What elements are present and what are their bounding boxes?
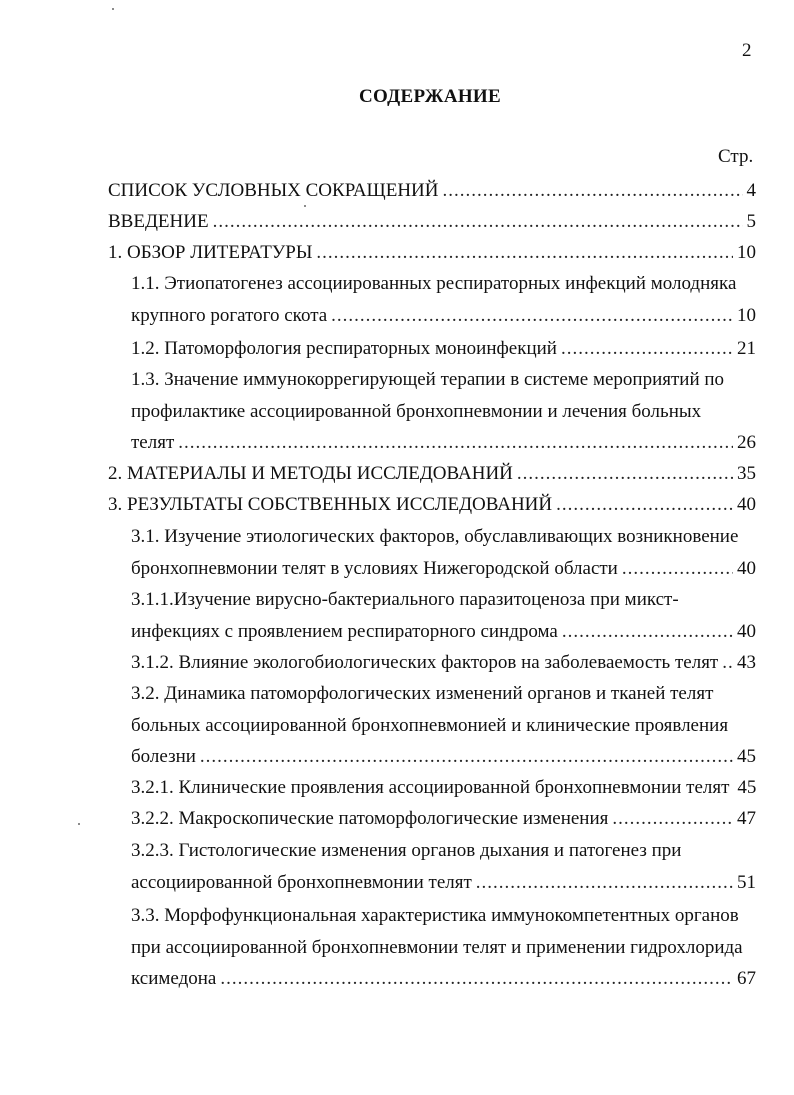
toc-entry-text-line: 3.2.3. Гистологические изменения органов дыхания и патогенез при — [131, 840, 682, 861]
scan-speck — [78, 823, 80, 825]
dot-leader — [612, 809, 733, 828]
toc-page-number: 43 — [737, 652, 756, 673]
toc-entry-title: бронхопневмонии телят в условиях Нижегородской области — [131, 557, 618, 579]
toc-entry-text-line: профилактике ассоциированной бронхопневмонии и лечения больных — [131, 400, 702, 422]
page-number: 2 — [742, 40, 752, 61]
toc-page-number: 5 — [746, 211, 756, 232]
toc-entry-title: 1.2. Патоморфология респираторных моноинфекций — [131, 338, 557, 359]
dot-leader — [722, 653, 733, 672]
toc-entry-title: крупного рогатого скота — [131, 304, 328, 326]
toc-entry-title: ассоциированной бронхопневмонии телят — [131, 871, 472, 893]
toc-entry-title: ВВЕДЕНИЕ — [108, 211, 209, 232]
toc-entry-title: 1. ОБЗОР ЛИТЕРАТУРЫ — [108, 242, 313, 263]
toc-page-number: 4 — [746, 180, 756, 201]
dot-leader — [476, 873, 733, 892]
toc-page-number: 40 — [737, 494, 756, 515]
toc-entry-text-line: 3.3. Морфофункциональная характеристика иммунокомпетентных органов — [131, 905, 739, 926]
toc-entry-title: 3. РЕЗУЛЬТАТЫ СОБСТВЕННЫХ ИССЛЕДОВАНИЙ — [108, 494, 553, 515]
toc-page-number: 35 — [737, 463, 756, 484]
dot-leader — [443, 181, 743, 200]
dot-leader — [556, 495, 733, 514]
page-column-label: Стр. — [718, 146, 754, 167]
dot-leader — [561, 339, 733, 358]
toc-page-number: 40 — [737, 557, 756, 579]
toc-entry-text-line: 1.3. Значение иммунокоррегирующей терапии в системе мероприятий по — [131, 369, 725, 390]
dot-leader — [316, 243, 733, 262]
dot-leader — [562, 622, 733, 641]
toc-page-number: 47 — [737, 808, 756, 829]
scan-speck — [112, 8, 114, 10]
toc-entry-title: инфекциях с проявлением респираторного синдрома — [131, 620, 558, 642]
toc-entry-text-line: при ассоциированной бронхопневмонии телят и применении гидрохлорида — [131, 936, 743, 958]
dot-leader — [331, 306, 733, 325]
toc-page-number: 67 — [737, 968, 756, 989]
toc-page-number: 26 — [737, 432, 756, 453]
dot-leader — [178, 433, 733, 452]
dot-leader — [200, 747, 733, 766]
toc-entry-text-line: больных ассоциированной бронхопневмонией и клинические проявления — [131, 714, 729, 736]
toc-entry-title: 3.2.1. Клинические проявления ассоциированной бронхопневмонии телят — [131, 777, 730, 798]
dot-leader — [220, 969, 733, 988]
toc-page-number: 45 — [737, 777, 757, 798]
toc-page-number: 51 — [737, 871, 756, 893]
toc-entry-title: СПИСОК УСЛОВНЫХ СОКРАЩЕНИЙ — [108, 180, 439, 201]
toc-page-number: 10 — [737, 242, 756, 263]
dot-leader — [213, 212, 743, 231]
toc-page-number: 45 — [737, 746, 756, 767]
toc-entry-title: 3.1.2. Влияние экологобиологических факторов на заболеваемость телят — [131, 652, 719, 673]
toc-entry-title: 2. МАТЕРИАЛЫ И МЕТОДЫ ИССЛЕДОВАНИЙ — [108, 463, 513, 484]
toc-entry-text-line: 3.1. Изучение этиологических факторов, обуславливающих возникновение — [131, 526, 739, 547]
toc-page-number: 10 — [737, 304, 756, 326]
toc-page-number: 21 — [737, 338, 756, 359]
dot-leader — [517, 464, 733, 483]
toc-entry-title: 3.2.2. Макроскопические патоморфологические изменения — [131, 808, 609, 829]
toc-page-number: 40 — [737, 620, 756, 642]
dot-leader — [622, 559, 733, 578]
scan-speck — [304, 205, 306, 207]
toc-entry-title: болезни — [131, 746, 196, 767]
toc-entry-title: телят — [131, 432, 175, 453]
toc-entry-text-line: 3.1.1.Изучение вирусно-бактериального паразитоценоза при микст- — [131, 589, 679, 610]
toc-entry-text-line: 3.2. Динамика патоморфологических изменений органов и тканей телят — [131, 683, 714, 704]
toc-entry-text-line: 1.1. Этиопатогенез ассоциированных респираторных инфекций молодняка — [131, 273, 737, 294]
toc-entry-title: ксимедона — [131, 968, 217, 989]
document-title: СОДЕРЖАНИЕ — [359, 86, 501, 107]
